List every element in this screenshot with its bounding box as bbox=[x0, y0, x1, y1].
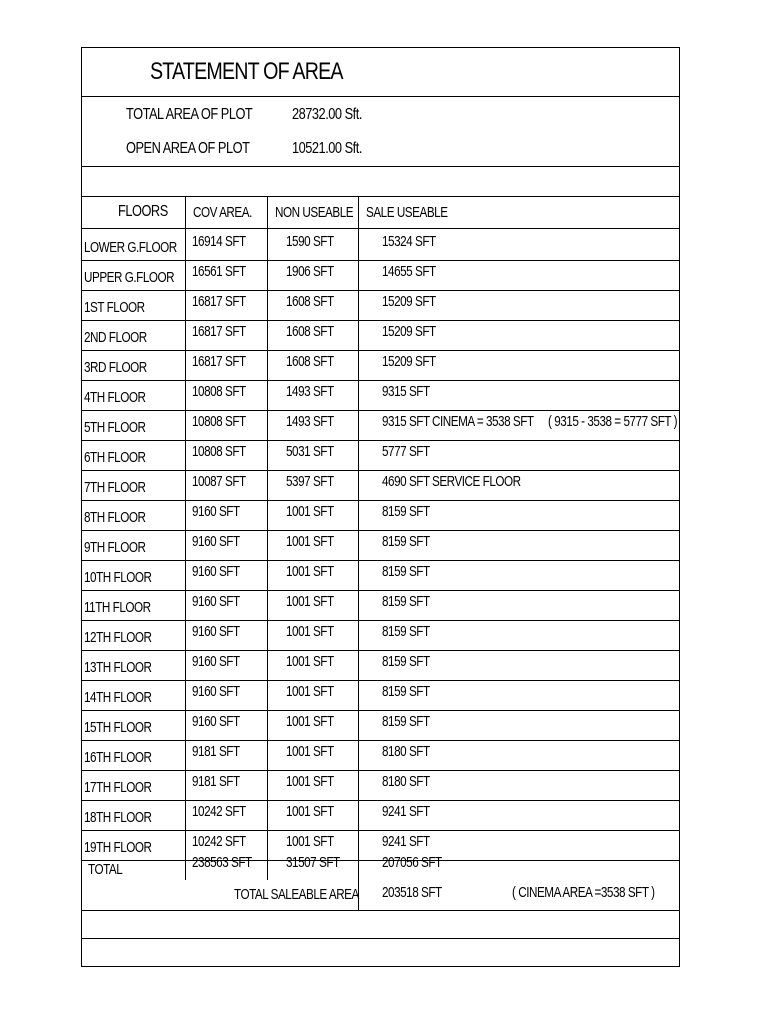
cov-area: 16561 SFT bbox=[192, 263, 246, 280]
non-useable: 1001 SFT bbox=[286, 533, 334, 550]
floor-label: 5TH FLOOR bbox=[84, 419, 146, 436]
sale-useable: 9241 SFT bbox=[382, 803, 430, 820]
floor-label: 9TH FLOOR bbox=[84, 539, 146, 556]
row-rule bbox=[82, 740, 679, 741]
row-note: SERVICE FLOOR bbox=[432, 473, 521, 490]
sale-useable: 15324 SFT bbox=[382, 233, 436, 250]
cov-area: 9160 SFT bbox=[192, 533, 240, 550]
floor-label: 13TH FLOOR bbox=[84, 659, 152, 676]
sale-useable: 8159 SFT bbox=[382, 623, 430, 640]
row-rule bbox=[82, 560, 679, 561]
sale-useable: 8180 SFT bbox=[382, 773, 430, 790]
sale-useable: 5777 SFT bbox=[382, 443, 430, 460]
non-useable: 1001 SFT bbox=[286, 593, 334, 610]
sale-useable: 8159 SFT bbox=[382, 593, 430, 610]
cov-area: 10808 SFT bbox=[192, 413, 246, 430]
column-divider bbox=[358, 196, 359, 910]
sale-useable: 8159 SFT bbox=[382, 713, 430, 730]
header-cov-area: COV AREA. bbox=[193, 204, 252, 221]
row-rule bbox=[82, 500, 679, 501]
page-title: STATEMENT OF AREA bbox=[150, 58, 343, 85]
non-useable: 1590 SFT bbox=[286, 233, 334, 250]
total-cov: 238563 SFT bbox=[192, 854, 252, 871]
floor-label: 17TH FLOOR bbox=[84, 779, 152, 796]
row-rule bbox=[82, 620, 679, 621]
row-rule bbox=[82, 770, 679, 771]
floor-label: 8TH FLOOR bbox=[84, 509, 146, 526]
non-useable: 1001 SFT bbox=[286, 683, 334, 700]
floor-label: 10TH FLOOR bbox=[84, 569, 152, 586]
sale-useable: 8159 SFT bbox=[382, 683, 430, 700]
cov-area: 16817 SFT bbox=[192, 293, 246, 310]
non-useable: 1493 SFT bbox=[286, 383, 334, 400]
cov-area: 10242 SFT bbox=[192, 833, 246, 850]
cov-area: 9181 SFT bbox=[192, 773, 240, 790]
sale-useable: 8159 SFT bbox=[382, 653, 430, 670]
column-divider bbox=[267, 196, 268, 880]
row-rule bbox=[82, 830, 679, 831]
row-rule bbox=[82, 320, 679, 321]
non-useable: 1001 SFT bbox=[286, 773, 334, 790]
total-plot-label: TOTAL AREA OF PLOT bbox=[126, 106, 253, 123]
rule bbox=[82, 96, 679, 97]
floor-label: 6TH FLOOR bbox=[84, 449, 146, 466]
total-label: TOTAL bbox=[88, 861, 123, 878]
non-useable: 1493 SFT bbox=[286, 413, 334, 430]
saleable-value: 203518 SFT bbox=[382, 884, 442, 901]
floor-label: 2ND FLOOR bbox=[84, 329, 147, 346]
cov-area: 9160 SFT bbox=[192, 623, 240, 640]
floor-label: 1ST FLOOR bbox=[84, 299, 145, 316]
floor-label: LOWER G.FLOOR bbox=[84, 239, 177, 256]
cov-area: 9181 SFT bbox=[192, 743, 240, 760]
open-plot-label: OPEN AREA OF PLOT bbox=[126, 140, 250, 157]
total-non: 31507 SFT bbox=[286, 854, 340, 871]
non-useable: 1001 SFT bbox=[286, 743, 334, 760]
sale-useable: 15209 SFT bbox=[382, 353, 436, 370]
cov-area: 10808 SFT bbox=[192, 383, 246, 400]
rule bbox=[82, 228, 679, 229]
floor-label: 3RD FLOOR bbox=[84, 359, 147, 376]
non-useable: 1001 SFT bbox=[286, 623, 334, 640]
non-useable: 1608 SFT bbox=[286, 293, 334, 310]
cov-area: 9160 SFT bbox=[192, 713, 240, 730]
row-rule bbox=[82, 410, 679, 411]
row-rule bbox=[82, 260, 679, 261]
rule bbox=[82, 910, 679, 911]
cov-area: 9160 SFT bbox=[192, 503, 240, 520]
non-useable: 1001 SFT bbox=[286, 713, 334, 730]
sale-useable: 15209 SFT bbox=[382, 323, 436, 340]
cov-area: 16914 SFT bbox=[192, 233, 246, 250]
row-rule bbox=[82, 440, 679, 441]
sale-useable: 8180 SFT bbox=[382, 743, 430, 760]
row-rule bbox=[82, 350, 679, 351]
row-note: CINEMA = 3538 SFT bbox=[432, 413, 534, 430]
sale-useable: 9315 SFT bbox=[382, 413, 430, 430]
cov-area: 10087 SFT bbox=[192, 473, 246, 490]
row-rule bbox=[82, 680, 679, 681]
floor-label: 16TH FLOOR bbox=[84, 749, 152, 766]
total-plot-value: 28732.00 Sft. bbox=[292, 106, 362, 123]
column-divider bbox=[185, 196, 186, 880]
row-note-calculation: ( 9315 - 3538 = 5777 SFT ) bbox=[548, 413, 678, 430]
row-rule bbox=[82, 650, 679, 651]
floor-label: 7TH FLOOR bbox=[84, 479, 146, 496]
floor-label: UPPER G.FLOOR bbox=[84, 269, 175, 286]
floor-label: 4TH FLOOR bbox=[84, 389, 146, 406]
non-useable: 5397 SFT bbox=[286, 473, 334, 490]
rule bbox=[82, 938, 679, 939]
sale-useable: 15209 SFT bbox=[382, 293, 436, 310]
row-rule bbox=[82, 800, 679, 801]
floor-label: 19TH FLOOR bbox=[84, 839, 152, 856]
sale-useable: 9315 SFT bbox=[382, 383, 430, 400]
rule bbox=[82, 166, 679, 167]
non-useable: 1001 SFT bbox=[286, 503, 334, 520]
cov-area: 10242 SFT bbox=[192, 803, 246, 820]
sale-useable: 8159 SFT bbox=[382, 503, 430, 520]
non-useable: 1001 SFT bbox=[286, 653, 334, 670]
cov-area: 9160 SFT bbox=[192, 653, 240, 670]
cov-area: 10808 SFT bbox=[192, 443, 246, 460]
row-rule bbox=[82, 530, 679, 531]
non-useable: 1001 SFT bbox=[286, 833, 334, 850]
sale-useable: 14655 SFT bbox=[382, 263, 436, 280]
statement-of-area-sheet bbox=[81, 47, 680, 967]
non-useable: 1001 SFT bbox=[286, 803, 334, 820]
cov-area: 9160 SFT bbox=[192, 593, 240, 610]
sale-useable: 4690 SFT bbox=[382, 473, 430, 490]
floor-label: 12TH FLOOR bbox=[84, 629, 152, 646]
cov-area: 9160 SFT bbox=[192, 563, 240, 580]
row-rule bbox=[82, 710, 679, 711]
non-useable: 1001 SFT bbox=[286, 563, 334, 580]
row-rule bbox=[82, 290, 679, 291]
cov-area: 16817 SFT bbox=[192, 323, 246, 340]
non-useable: 1608 SFT bbox=[286, 353, 334, 370]
cov-area: 9160 SFT bbox=[192, 683, 240, 700]
header-sale-useable: SALE USEABLE bbox=[366, 204, 448, 221]
saleable-label: TOTAL SALEABLE AREA bbox=[234, 886, 359, 903]
non-useable: 1608 SFT bbox=[286, 323, 334, 340]
non-useable: 5031 SFT bbox=[286, 443, 334, 460]
sale-useable: 8159 SFT bbox=[382, 563, 430, 580]
row-rule bbox=[82, 590, 679, 591]
sale-useable: 9241 SFT bbox=[382, 833, 430, 850]
row-rule bbox=[82, 470, 679, 471]
floor-label: 18TH FLOOR bbox=[84, 809, 152, 826]
header-non-useable: NON USEABLE bbox=[275, 204, 354, 221]
sale-useable: 8159 SFT bbox=[382, 533, 430, 550]
rule bbox=[82, 196, 679, 197]
cov-area: 16817 SFT bbox=[192, 353, 246, 370]
open-plot-value: 10521.00 Sft. bbox=[292, 140, 362, 157]
header-floors: FLOORS bbox=[118, 203, 168, 220]
floor-label: 14TH FLOOR bbox=[84, 689, 152, 706]
floor-label: 15TH FLOOR bbox=[84, 719, 152, 736]
row-rule bbox=[82, 860, 679, 861]
saleable-note: ( CINEMA AREA =3538 SFT ) bbox=[512, 884, 655, 901]
total-sale: 207056 SFT bbox=[382, 854, 442, 871]
floor-label: 11TH FLOOR bbox=[84, 599, 151, 616]
row-rule bbox=[82, 380, 679, 381]
non-useable: 1906 SFT bbox=[286, 263, 334, 280]
